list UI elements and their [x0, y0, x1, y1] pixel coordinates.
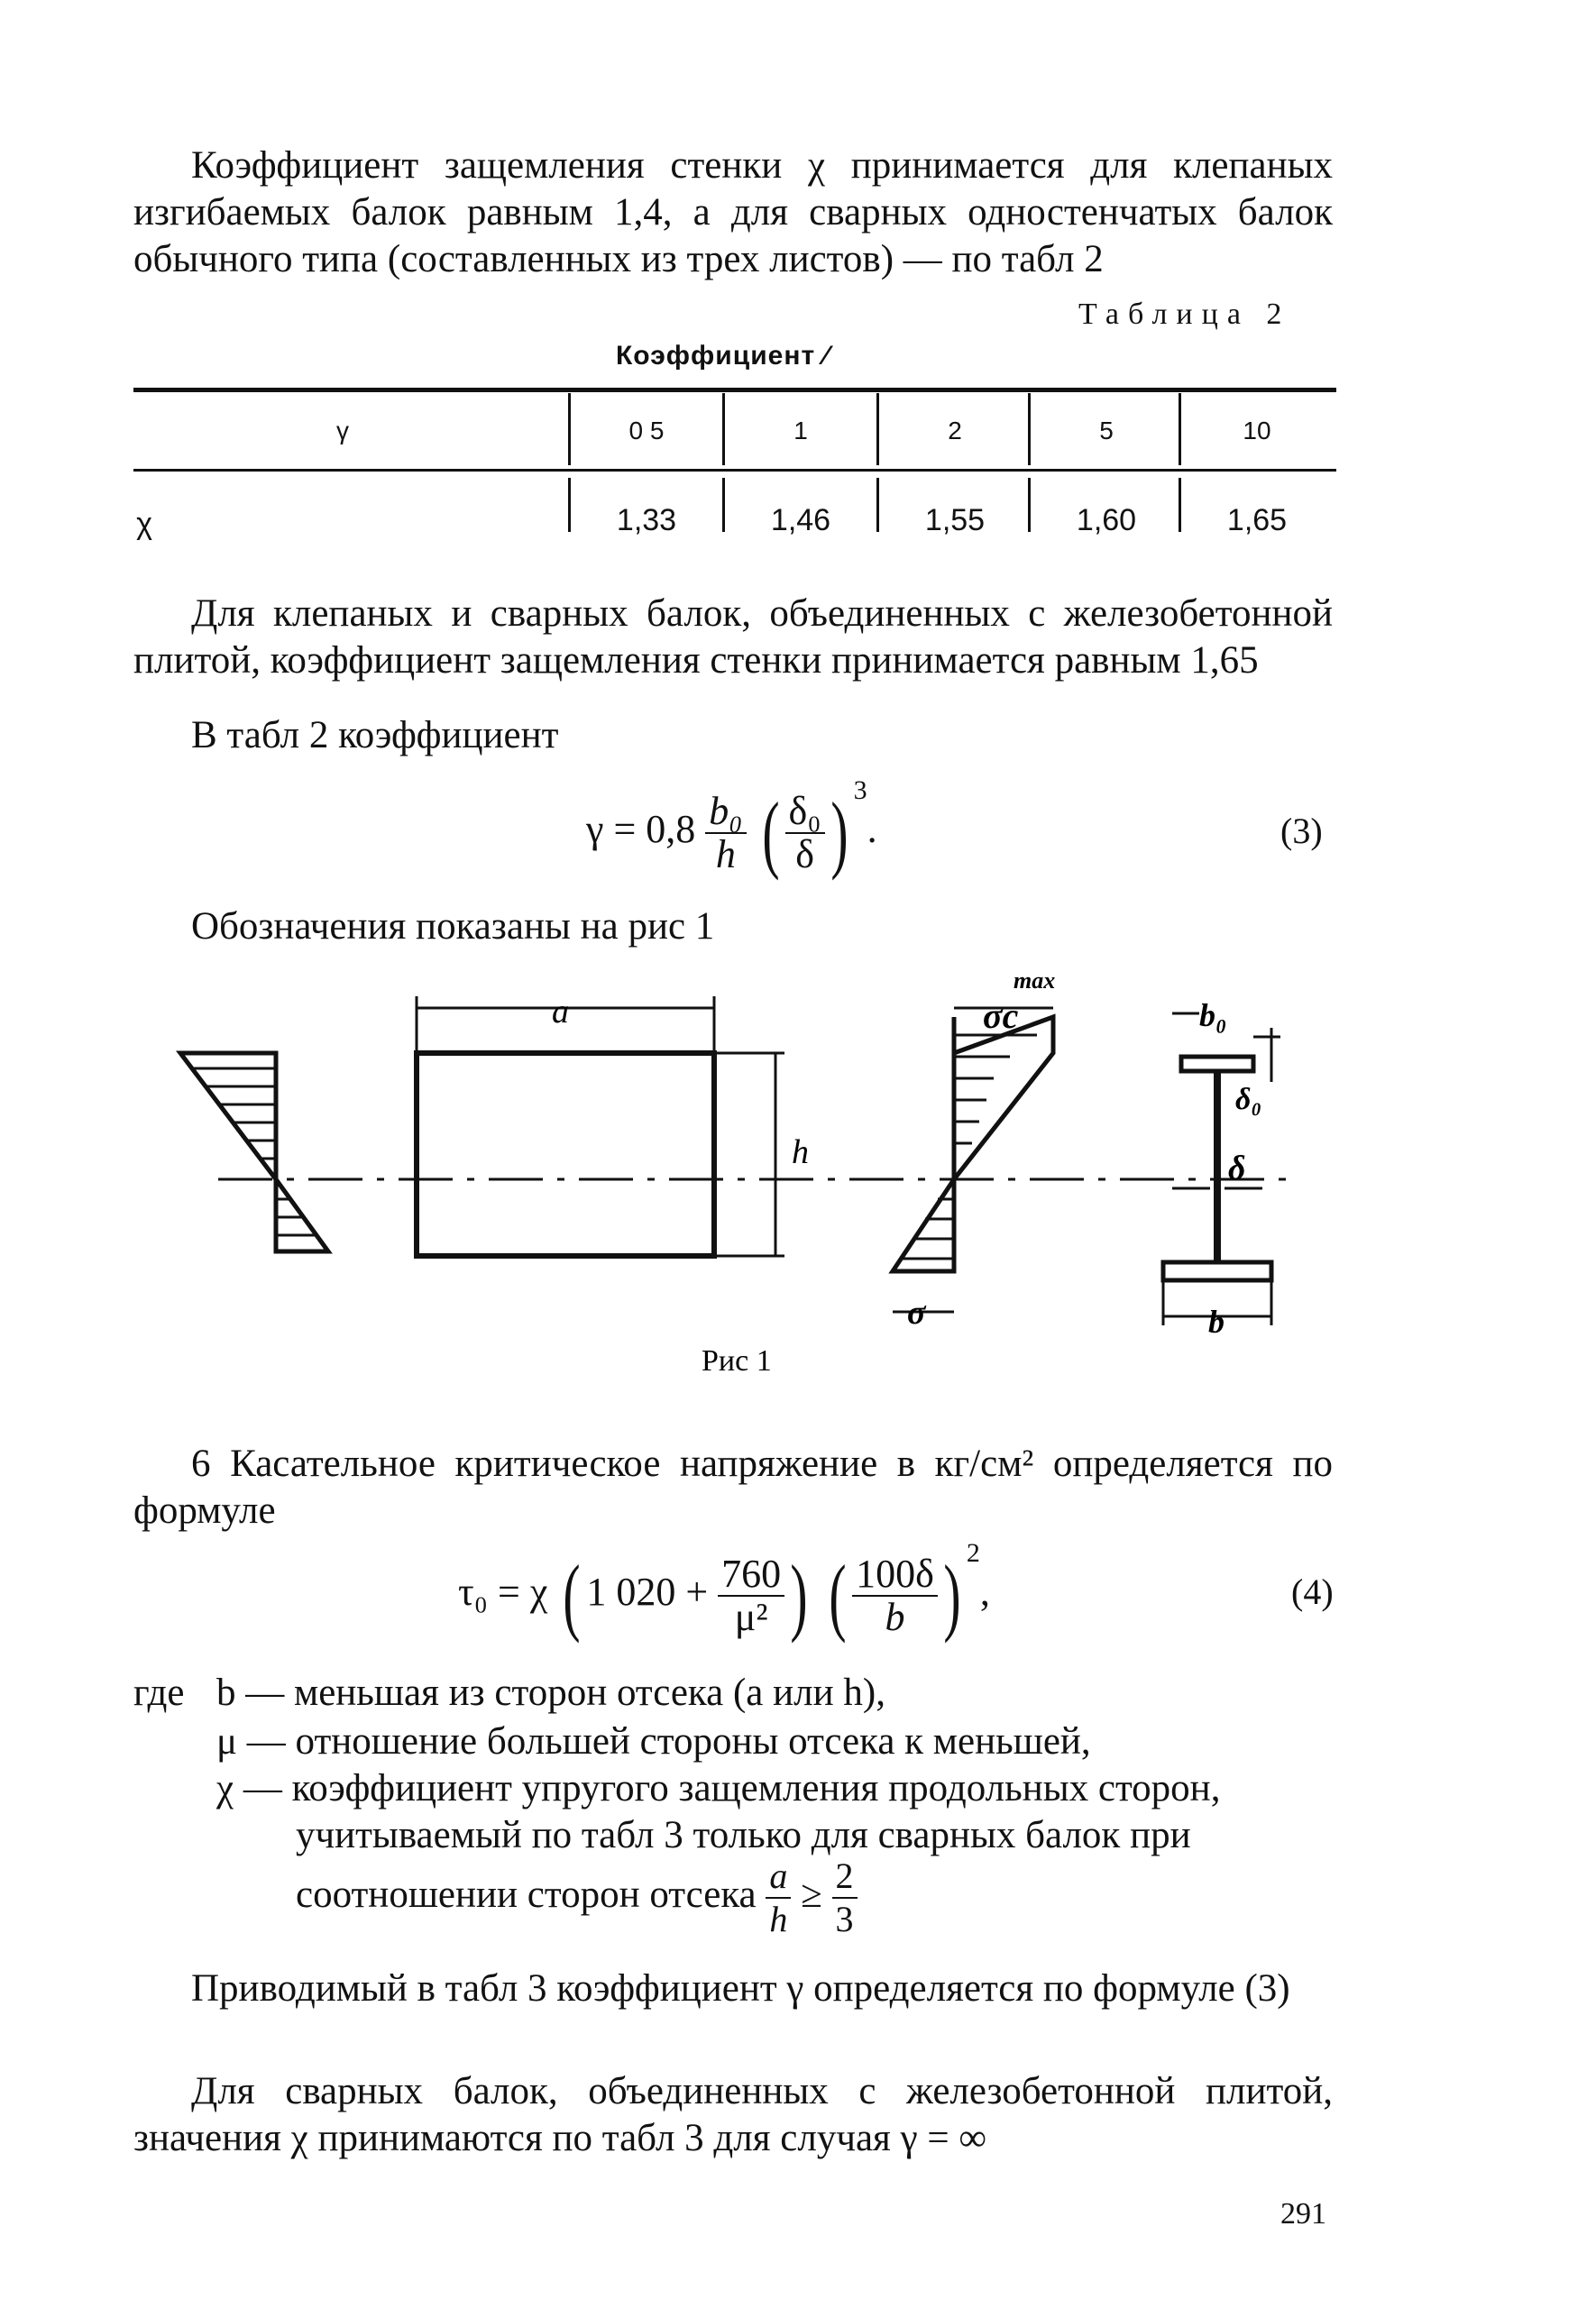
bottom-flange [1163, 1262, 1271, 1280]
equation-number-3: (3) [1280, 811, 1323, 851]
fraction-760-mu: $\frac{760}{\text{μ²}}$ [718, 1553, 784, 1638]
table-cell: 1,65 [1226, 503, 1288, 537]
label-sigma: σ [907, 1294, 926, 1332]
fraction-delta0-delta: $\frac{\text{δ₀}}{\delta}$ [785, 791, 825, 875]
web-panel-rectangle [417, 1053, 714, 1256]
legend-item-chi-ratio: соотношении сторон отсека $\frac{a}{h}$ ≥ $\frac{2}{3}$ [296, 1855, 858, 1940]
label-sigma-c: σc [983, 995, 1019, 1036]
paragraph-clamping-coefficient: Коэффициент защемления стенки χ принимается для клепаных изгибаемых балок равным 1,4, а для сварных одностенчатых балок обычного типа (составленных из трех листов) — по табл 2 [133, 144, 1333, 280]
table-header-cell: 0 5 [628, 417, 665, 444]
fraction-a-h: $\frac{a}{h}$ [766, 1855, 791, 1940]
label-delta: δ [1228, 1150, 1246, 1187]
figure-caption: Рис 1 [702, 1344, 772, 1378]
table-caption: Коэффициент ⁄ [616, 341, 830, 371]
formula-3: γ = 0,8 $\frac{\text{b₀}}{h}$ ( $\frac{\text{δ₀}}{\delta}$ ) $^3$. [586, 775, 877, 882]
paragraph-table-ref: В табл 2 коэффициент [191, 714, 559, 756]
fraction-2-3: $\frac{2}{3}$ [832, 1855, 858, 1940]
page-number: 291 [1280, 2197, 1326, 2231]
table-header-cell: 2 [948, 417, 962, 444]
table-header-cell: 1 [793, 417, 808, 444]
equation-number-4: (4) [1291, 1571, 1334, 1612]
table-header-param: γ [336, 417, 349, 444]
table-header-cell: 5 [1099, 417, 1114, 444]
fraction-100delta-b: $\frac{100\delta}{b}$ [852, 1553, 938, 1638]
legend-item-b: b — меньшая из сторон отсека (a или h), [216, 1672, 885, 1714]
label-b: b [1208, 1304, 1225, 1340]
legend-item-mu: μ — отношение большей стороны отсека к меньшей, [216, 1720, 1091, 1763]
paragraph-shear-stress: 6 Касательное критическое напряжение в кг/см² определяется по формуле [133, 1443, 1333, 1532]
paragraph-welded-beams: Для сварных балок, объединенных с железобетонной плитой, значения χ принимаются по табл 3 для случая γ = ∞ [133, 2070, 1333, 2159]
fraction-b0-h: $\frac{\text{b₀}}{h}$ [705, 791, 746, 875]
table-row-param: χ [136, 507, 152, 541]
legend-item-chi-cont: учитываемый по табл 3 только для сварных балок при [296, 1814, 1191, 1856]
table-header-cell: 10 [1243, 417, 1271, 444]
table-label: Таблица 2 [1078, 298, 1291, 331]
legend-intro: где [133, 1672, 185, 1714]
label-delta0: δ₀ [1235, 1083, 1262, 1116]
table-cell: 1,60 [1076, 503, 1137, 537]
table-cell: 1,33 [616, 503, 677, 537]
paragraph-gamma-formula: Приводимый в табл 3 коэффициент γ определяется по формуле (3) [191, 1967, 1290, 2010]
table-cell: 1,55 [924, 503, 986, 537]
top-flange [1181, 1057, 1253, 1071]
paragraph-figure-ref: Обозначения показаны на рис 1 [191, 905, 715, 948]
formula-4: τ₀ = χ ( 1 020 + $\frac{760}{\text{μ²}}$ ) ( $\frac{100\delta}{b}$ ) $^2$, [458, 1538, 990, 1645]
label-a: a [552, 993, 569, 1031]
stress-diagram-left-top [180, 1053, 276, 1179]
legend-item-chi: χ — коэффициент упругого защемления продольных сторон, [216, 1767, 1221, 1810]
table-cell: 1,46 [770, 503, 831, 537]
label-b0: b₀ [1199, 997, 1227, 1033]
stress-hatching-right [900, 1035, 1037, 1259]
paragraph-composite-beams: Для клепаных и сварных балок, объединенных с железобетонной плитой, коэффициент защемления стенки принимается равным 1,65 [133, 592, 1333, 682]
stress-diagram-right-top [954, 1017, 1053, 1179]
label-h: h [792, 1133, 809, 1171]
label-max: max [1014, 967, 1056, 994]
stress-diagram-left-bottom [276, 1179, 328, 1251]
